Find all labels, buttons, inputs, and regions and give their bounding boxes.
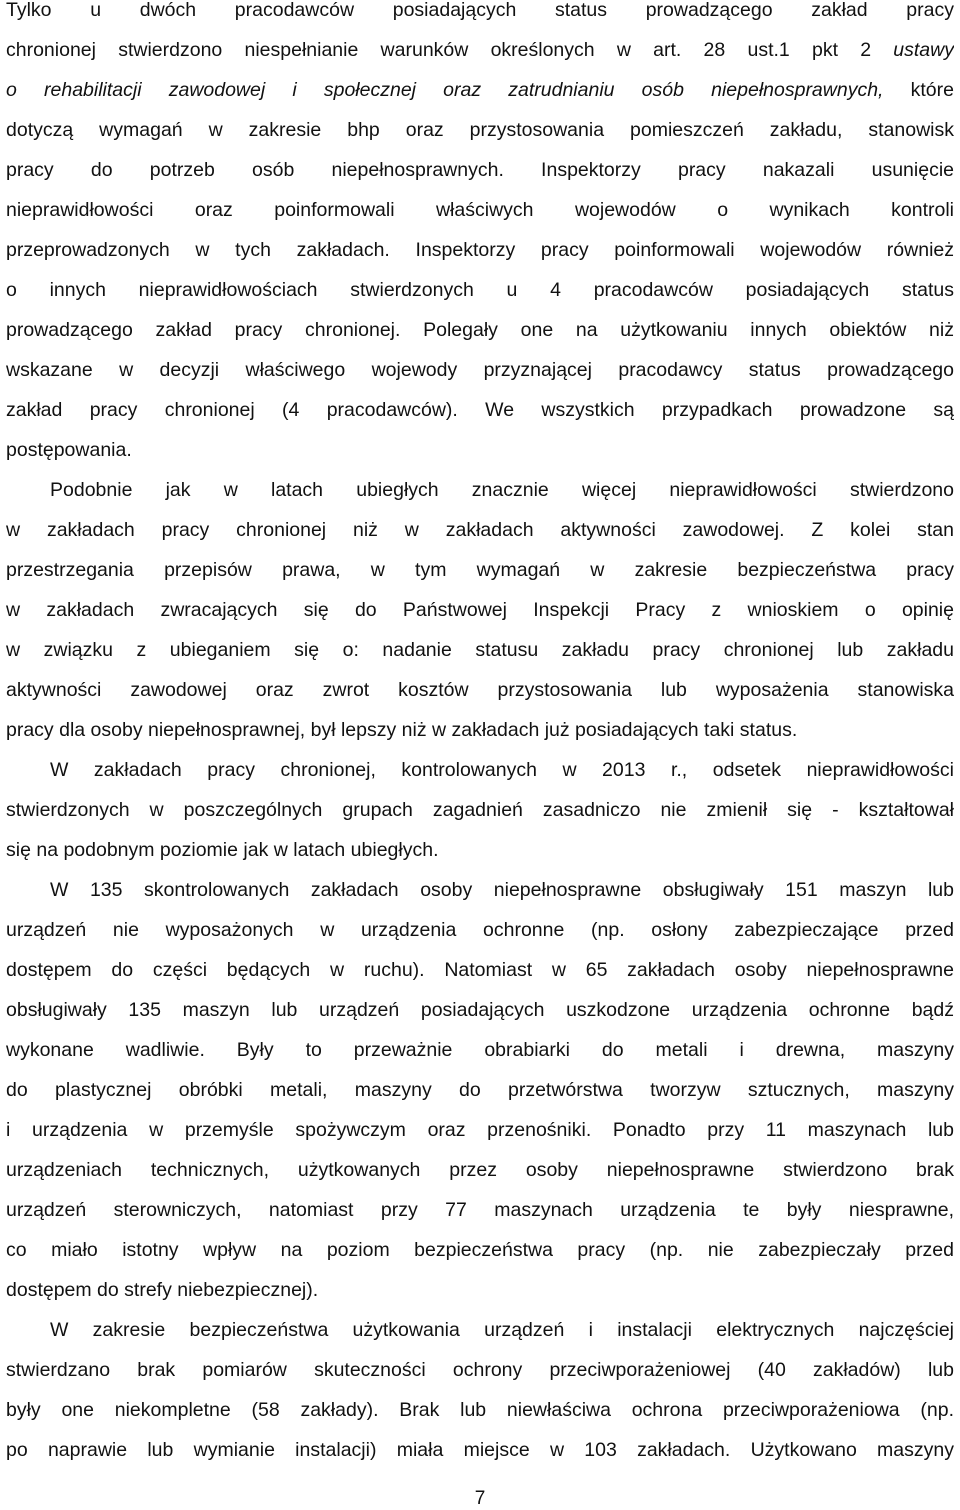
- text-line: Podobnie jak w latach ubiegłych znacznie więcej nieprawidłowości stwierdzono: [50, 479, 954, 501]
- text-line: się na podobnym poziomie jak w latach ubiegłych.: [6, 839, 439, 861]
- text-fragment: które: [910, 79, 954, 101]
- text-line: w zakładach pracy chronionej niż w zakładach aktywności zawodowej. Z kolei stan: [6, 519, 954, 541]
- text-line: dostępem do części będących w ruchu). Natomiast w 65 zakładach osoby niepełnosprawne: [6, 959, 954, 981]
- text-line: stwierdzonych w poszczególnych grupach zagadnień zasadniczo nie zmienił się - kształtował: [6, 799, 954, 821]
- text-line: W 135 skontrolowanych zakładach osoby niepełnosprawne obsługiwały 151 maszyn lub: [50, 879, 954, 901]
- text-line: po naprawie lub wymianie instalacji) miała miejsce w 103 zakładach. Użytkowano maszyny: [6, 1439, 954, 1461]
- text-line: [6, 38, 954, 62]
- text-line: nieprawidłowości oraz poinformowali właściwych wojewodów o wynikach kontroli: [6, 199, 954, 221]
- text-line: urządzeń nie wyposażonych w urządzenia ochronne (np. osłony zabezpieczające przed: [6, 919, 954, 941]
- italic-text: o rehabilitacji zawodowej i społecznej oraz zatrudnianiu osób niepełnosprawnych,: [6, 79, 884, 101]
- text-line: do plastycznej obróbki metali, maszyny do przetwórstwa tworzyw sztucznych, maszyny: [6, 1079, 954, 1101]
- text-line: były one niekompletne (58 zakłady). Brak lub niewłaściwa ochrona przeciwporażeniowa (np.: [6, 1399, 954, 1421]
- text-line: przestrzegania przepisów prawa, w tym wymagań w zakresie bezpieczeństwa pracy: [6, 559, 954, 581]
- text-line: wykonane wadliwie. Były to przeważnie obrabiarki do metali i drewna, maszyny: [6, 1039, 954, 1061]
- text-fragment: chronionej stwierdzono niespełnianie warunków określonych w art. 28 ust.1 pkt 2: [6, 39, 894, 61]
- italic-text: ustawy: [893, 39, 954, 61]
- text-line: prowadzącego zakład pracy chronionej. Polegały one na użytkowaniu innych obiektów niż: [6, 319, 954, 341]
- text-line: wskazane w decyzji właściwego wojewody przyznającej pracodawcy status prowadzącego: [6, 359, 954, 381]
- text-line: zakład pracy chronionej (4 pracodawców). We wszystkich przypadkach prowadzone są: [6, 399, 954, 421]
- text-line: przeprowadzonych w tych zakładach. Inspektorzy pracy poinformowali wojewodów również: [6, 239, 954, 261]
- text-line: W zakładach pracy chronionej, kontrolowanych w 2013 r., odsetek nieprawidłowości: [50, 759, 954, 781]
- text-line: co miało istotny wpływ na poziom bezpieczeństwa pracy (np. nie zabezpieczały przed: [6, 1239, 954, 1261]
- text-line: w związku z ubieganiem się o: nadanie statusu zakładu pracy chronionej lub zakładu: [6, 639, 954, 661]
- text-line: [6, 78, 954, 102]
- text-line: obsługiwały 135 maszyn lub urządzeń posiadających uszkodzone urządzenia ochronne bądź: [6, 999, 954, 1021]
- text-line: pracy dla osoby niepełnosprawnej, był lepszy niż w zakładach już posiadających taki status.: [6, 719, 798, 741]
- text-line: i urządzenia w przemyśle spożywczym oraz przenośniki. Ponadto przy 11 maszynach lub: [6, 1119, 954, 1141]
- text-line: aktywności zawodowej oraz zwrot kosztów przystosowania lub wyposażenia stanowiska: [6, 679, 954, 701]
- text-line: postępowania.: [6, 439, 132, 461]
- text-line: dotyczą wymagań w zakresie bhp oraz przystosowania pomieszczeń zakładu, stanowisk: [6, 119, 954, 141]
- text-line: dostępem do strefy niebezpiecznej).: [6, 1279, 319, 1301]
- text-line: o innych nieprawidłowościach stwierdzonych u 4 pracodawców posiadających status: [6, 279, 954, 301]
- page-number: 7: [474, 1488, 486, 1509]
- text-line: urządzeniach technicznych, użytkowanych przez osoby niepełnosprawne stwierdzono brak: [6, 1159, 954, 1181]
- text-line: stwierdzano brak pomiarów skuteczności ochrony przeciwporażeniowej (40 zakładów) lub: [6, 1359, 954, 1381]
- text-line: urządzeń sterowniczych, natomiast przy 77 maszynach urządzenia te były niesprawne,: [6, 1199, 954, 1221]
- text-line: pracy do potrzeb osób niepełnosprawnych. Inspektorzy pracy nakazali usunięcie: [6, 159, 954, 181]
- text-line: Tylko u dwóch pracodawców posiadających status prowadzącego zakład pracy: [6, 0, 954, 21]
- text-line: w zakładach zwracających się do Państwowej Inspekcji Pracy z wnioskiem o opinię: [6, 599, 954, 621]
- text-line: W zakresie bezpieczeństwa użytkowania urządzeń i instalacji elektrycznych najczęściej: [50, 1319, 954, 1341]
